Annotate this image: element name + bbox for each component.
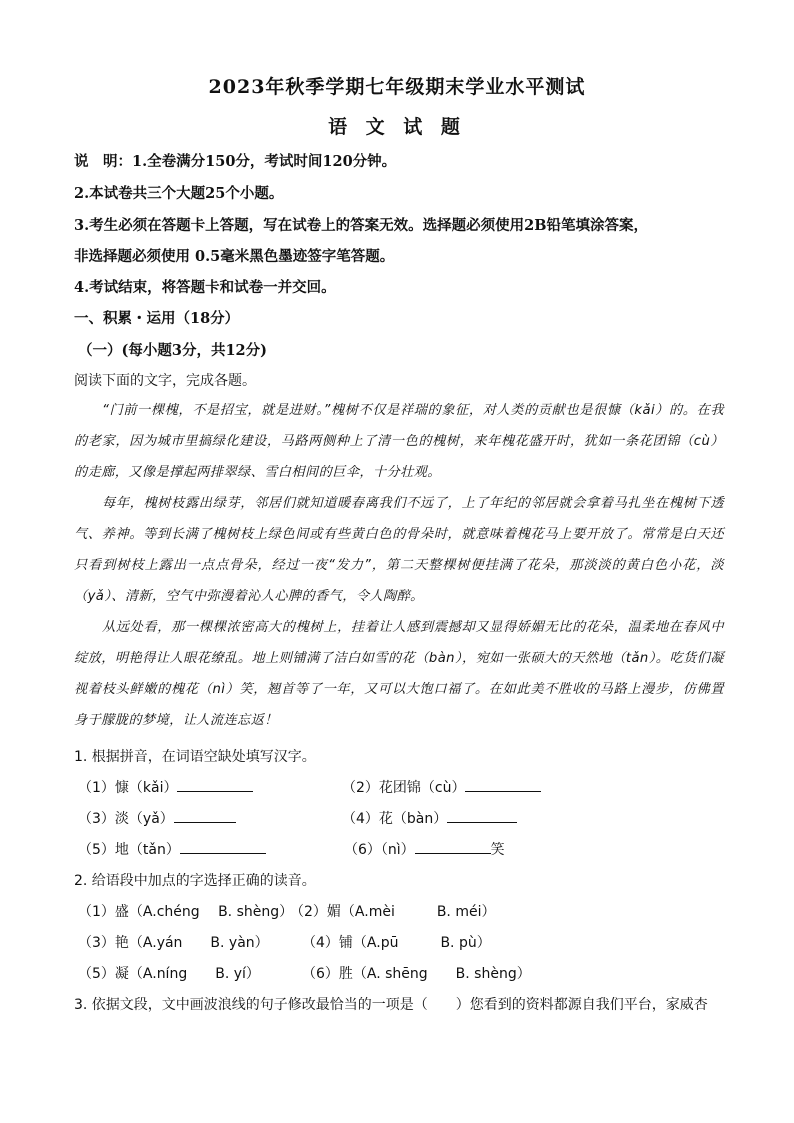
q1-item-2-label: （2）花团锦（cù）	[342, 780, 466, 796]
instruction-4: 4.考试结束，将答题卡和试卷一并交回。	[74, 279, 336, 296]
q1-item-4	[342, 808, 517, 828]
passage-paragraph-3: 从远处看，那一棵棵浓密高大的槐树上，挂着让人感到震撼却又显得娇媚无比的花朵，温柔地在春风中绽放，明艳得让人眼花缭乱。地上则铺满了洁白如雪的花（bàn），宛如一张硕大的天然地（tǎn）。吃货们凝视着枝头鲜嫩的槐花（nì）笑，翘首等了一年，又可以大饱口福了。在如此美不胜收的马路上漫步，仿佛置身于朦胧的梦境，让人流连忘返！	[74, 620, 724, 728]
q1-blank-5[interactable]	[180, 839, 266, 854]
q1-blank-4[interactable]	[447, 808, 517, 823]
q1-item-4-label: （4）花（bàn）	[342, 811, 448, 827]
question-2-text: 2. 给语段中加点的字选择正确的读音。	[74, 873, 316, 889]
reading-passage	[74, 395, 724, 736]
instruction-2: 2.本试卷共三个大题25个小题。	[74, 185, 284, 202]
q1-item-5-label: （5）地（tǎn）	[78, 842, 180, 858]
question-3-text: 3. 依据文段，文中画波浪线的句子修改最恰当的一项是（ ）您看到的资料都源自我们平台，家威杏	[74, 997, 708, 1013]
q1-item-1	[78, 777, 253, 797]
exam-subtitle: 语 文 试 题	[328, 116, 466, 138]
q1-item-6-label: （6）（nì）	[344, 842, 415, 858]
question-1-text: 1. 根据拼音，在词语空缺处填写汉字。	[74, 749, 316, 765]
q2-option-3: （3）艳（A.yán B. yàn）	[78, 935, 269, 951]
instruction-3b: 非选择题必须使用 0.5毫米黑色墨迹签字笔答题。	[74, 248, 395, 265]
q1-item-2	[342, 777, 541, 797]
q2-option-2: （2）媚（A.mèi B. méi）	[290, 904, 496, 920]
reading-prompt: 阅读下面的文字，完成各题。	[74, 373, 256, 389]
q2-option-4: （4）铺（A.pū B. pù）	[302, 935, 491, 951]
section-subheading: （一）(每小题3分，共12分)	[78, 342, 267, 359]
instruction-1: 说 明：1.全卷满分150分，考试时间120分钟。	[74, 153, 397, 170]
passage-paragraph-1: “门前一棵槐，不是招宝，就是进财。”槐树不仅是祥瑞的象征，对人类的贡献也是很慷（kǎi）的。在我的老家，因为城市里搞绿化建设，马路两侧种上了清一色的槐树，来年槐花盛开时，犹如一条花团锦（cù）的走廊，又像是撑起两排翠绿、雪白相间的巨伞，十分壮观。	[74, 403, 724, 480]
q1-item-3	[78, 808, 236, 828]
q1-blank-1[interactable]	[177, 777, 253, 792]
section-heading: 一、积累・运用（18分）	[74, 310, 240, 327]
passage-paragraph-2: 每年，槐树枝露出绿芽，邻居们就知道暖春离我们不远了，上了年纪的邻居就会拿着马扎坐在槐树下透气、养神。等到长满了槐树枝上绿色间或有些黄白色的骨朵时，就意味着槐花马上要开放了。常常是白天还只看到树枝上露出一点点骨朵，经过一夜“发力”，第二天整棵树便挂满了花朵，那淡淡的黄白色小花，淡（yǎ）、清新，空气中弥漫着沁人心脾的香气，令人陶醉。	[74, 496, 724, 604]
q1-blank-2[interactable]	[465, 777, 541, 792]
q1-item-3-label: （3）淡（yǎ）	[78, 811, 174, 827]
q1-blank-6[interactable]	[415, 839, 491, 854]
exam-title: 2023年秋季学期七年级期末学业水平测试	[208, 76, 586, 98]
q1-item-6-suffix: 笑	[490, 842, 505, 858]
instruction-3a: 3.考生必须在答题卡上答题，写在试卷上的答案无效。选择题必须使用2B铅笔填涂答案，	[74, 217, 648, 234]
q1-item-1-label: （1）慷（kǎi）	[78, 780, 178, 796]
q1-item-5	[78, 839, 266, 859]
q1-blank-3[interactable]	[174, 808, 236, 823]
q2-option-1: （1）盛（A.chéng B. shèng）	[78, 904, 294, 920]
q2-option-5: （5）凝（A.níng B. yí）	[78, 966, 260, 982]
q2-option-6: （6）胜（A. shēng B. shèng）	[302, 966, 531, 982]
q1-item-6	[344, 839, 505, 859]
